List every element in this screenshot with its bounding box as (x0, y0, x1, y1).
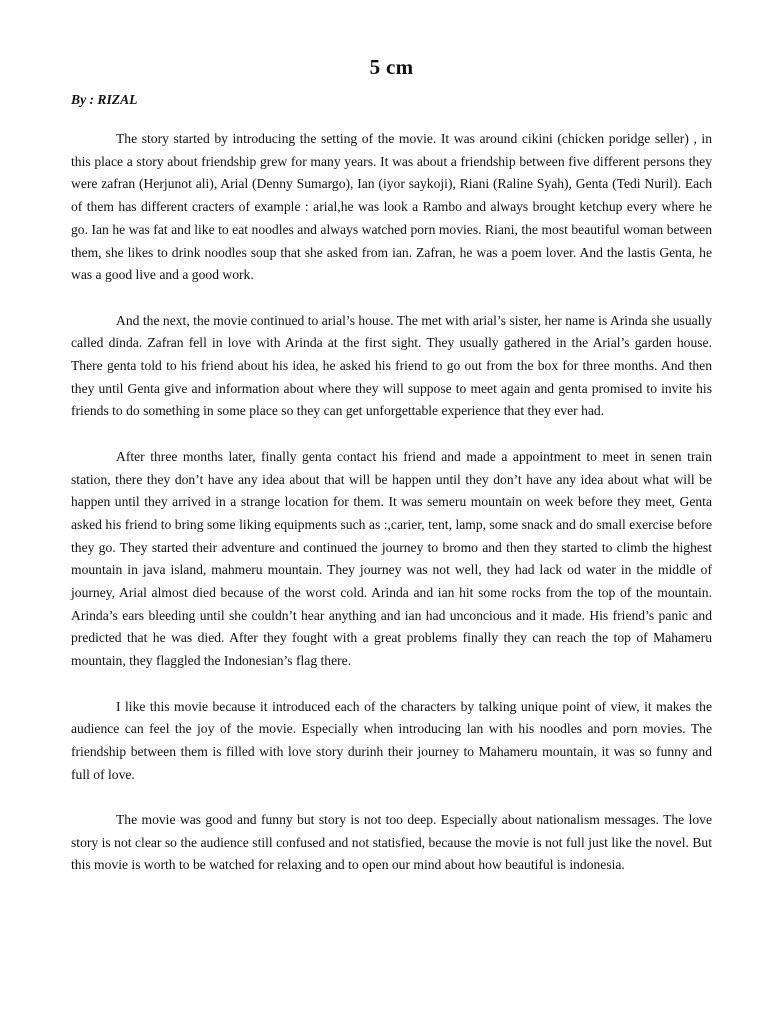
paragraph-conclusion: The movie was good and funny but story is not too deep. Especially about nationalism messages. The love story is not clear so the audience still confused and not statisfied, because the movie is not full just like the novel. But this movie is worth to be watched for relaxing and to open our mind about how beautiful is indonesia. (71, 812, 712, 873)
paragraph-arial-house: And the next, the movie continued to arial’s house. The met with arial’s sister, her name is Arinda she usually called dinda. Zafran fell in love with Arinda at the first sight. They usually gathered in the Arial’s garden house. There genta told to his friend about his idea, he asked his friend to go out from the box for three months. And then they until Genta give and information about where they will suppose to meet again and genta promised to invite his friends to do something in some place so they can get unforgettable experience that they ever had. (71, 312, 712, 419)
paragraph-setting: The story started by introducing the setting of the movie. It was around cikini (chicken poridge seller) , in this place a story about friendship grew for many years. It was about a friendship between five different persons they were zafran (Herjunot ali), Arial (Denny Sumargo), Ian (iyor saykoji), Riani (Raline Syah), Genta (Tedi Nuril). Each of them has different cracters of example : arial,he was look a Rambo and always brought ketchup every where he go. Ian he was fat and like to eat noodles and always watched porn movies. Riani, the most beautiful woman between them, she likes to drink noodles soup that she asked from ian. Zafran, he was a poem lover. And the lastis Genta, he was a good live and a good work. (71, 131, 712, 283)
author-line: By : RIZAL (71, 92, 138, 107)
paragraph-journey: After three months later, finally genta contact his friend and made a appointment to meet in senen train station, there they don’t have any idea about that will be happen until they don’t have any idea about what will be happen until they arrived in a strange location for them. It was semeru mountain on week before they meet, Genta asked his friend to bring some liking equipments such as :,carier, tent, lamp, some snack and do small exercise before they go. They started their adventure and continued the journey to bromo and then they started to climb the highest mountain in java island, mahmeru mountain. They journey was not well, they had lack od water in the middle of journey, Arial almost died because of the worst cold. Arinda and ian hit some rocks from the top of the mountain. Arinda’s ears bleeding until she couldn’t hear anything and ian had unconcious and it made. His friend’s panic and predicted that he was died. After they fought with a great problems finally they can reach the top of Mahameru mountain, they flaggled the Indonesian’s flag there. (71, 448, 712, 669)
document-page (71, 52, 712, 900)
paragraph-opinion: I like this movie because it introduced each of the characters by talking unique point of view, it makes the audience can feel the joy of the movie. Especially when introducing lan with his noodles and porn movies. The friendship between them is filled with love story durinh their journey to Mahameru mountain, it was so funny and full of love. (71, 698, 712, 782)
document-title: 5 cm (369, 55, 414, 79)
